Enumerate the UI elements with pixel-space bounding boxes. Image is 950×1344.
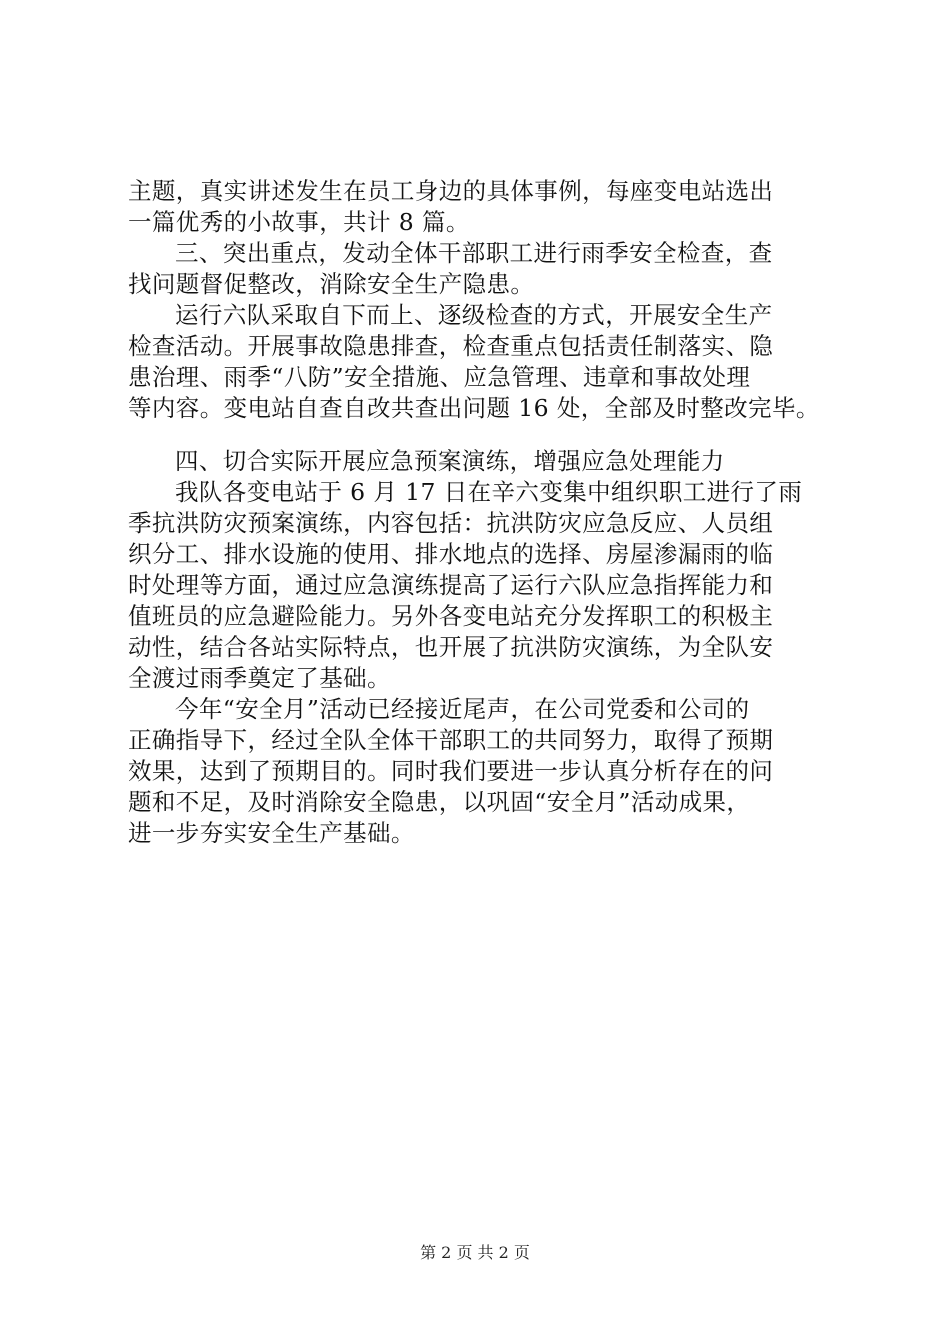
text-line: 今年“安全月”活动已经接近尾声，在公司党委和公司的	[175, 695, 750, 723]
text-line: 患治理、雨季“八防”安全措施、应急管理、违章和事故处理	[128, 363, 751, 391]
text-line: 时处理等方面，通过应急演练提高了运行六队应急指挥能力和	[128, 571, 774, 599]
page-footer: 第 2 页 共 2 页	[420, 1243, 530, 1262]
document-body	[128, 176, 833, 849]
paragraph-gap	[128, 424, 833, 446]
text-line: 季抗洪防灾预案演练，内容包括：抗洪防灾应急反应、人员组	[128, 509, 774, 537]
text-line: 我队各变电站于 6 月 17 日在辛六变集中组织职工进行了雨	[175, 478, 803, 506]
text-line: 主题，真实讲述发生在员工身边的具体事例，每座变电站选出	[128, 177, 774, 205]
text-line: 找问题督促整改，消除安全生产隐患。	[128, 270, 535, 298]
text-line: 检查活动。开展事故隐患排查，检查重点包括责任制落实、隐	[128, 332, 774, 360]
section-heading-3: 三、突出重点，发动全体干部职工进行雨季安全检查，查	[175, 239, 773, 267]
text-line: 全渡过雨季奠定了基础。	[128, 664, 391, 692]
section-heading-4: 四、切合实际开展应急预案演练，增强应急处理能力	[175, 447, 725, 475]
text-line: 正确指导下，经过全队全体干部职工的共同努力，取得了预期	[128, 726, 774, 754]
text-line: 效果，达到了预期目的。同时我们要进一步认真分析存在的问	[128, 757, 774, 785]
text-line: 一篇优秀的小故事，共计 8 篇。	[128, 208, 470, 236]
text-line: 织分工、排水设施的使用、排水地点的选择、房屋渗漏雨的临	[128, 540, 774, 568]
text-line: 等内容。变电站自查自改共查出问题 16 处，全部及时整改完毕。	[128, 394, 820, 422]
text-line: 进一步夯实安全生产基础。	[128, 819, 415, 847]
text-line: 运行六队采取自下而上、逐级检查的方式，开展安全生产	[175, 301, 773, 329]
text-line: 题和不足，及时消除安全隐患，以巩固“安全月”活动成果，	[128, 788, 751, 816]
text-line: 值班员的应急避险能力。另外各变电站充分发挥职工的积极主	[128, 602, 774, 630]
text-line: 动性，结合各站实际特点，也开展了抗洪防灾演练，为全队安	[128, 633, 774, 661]
